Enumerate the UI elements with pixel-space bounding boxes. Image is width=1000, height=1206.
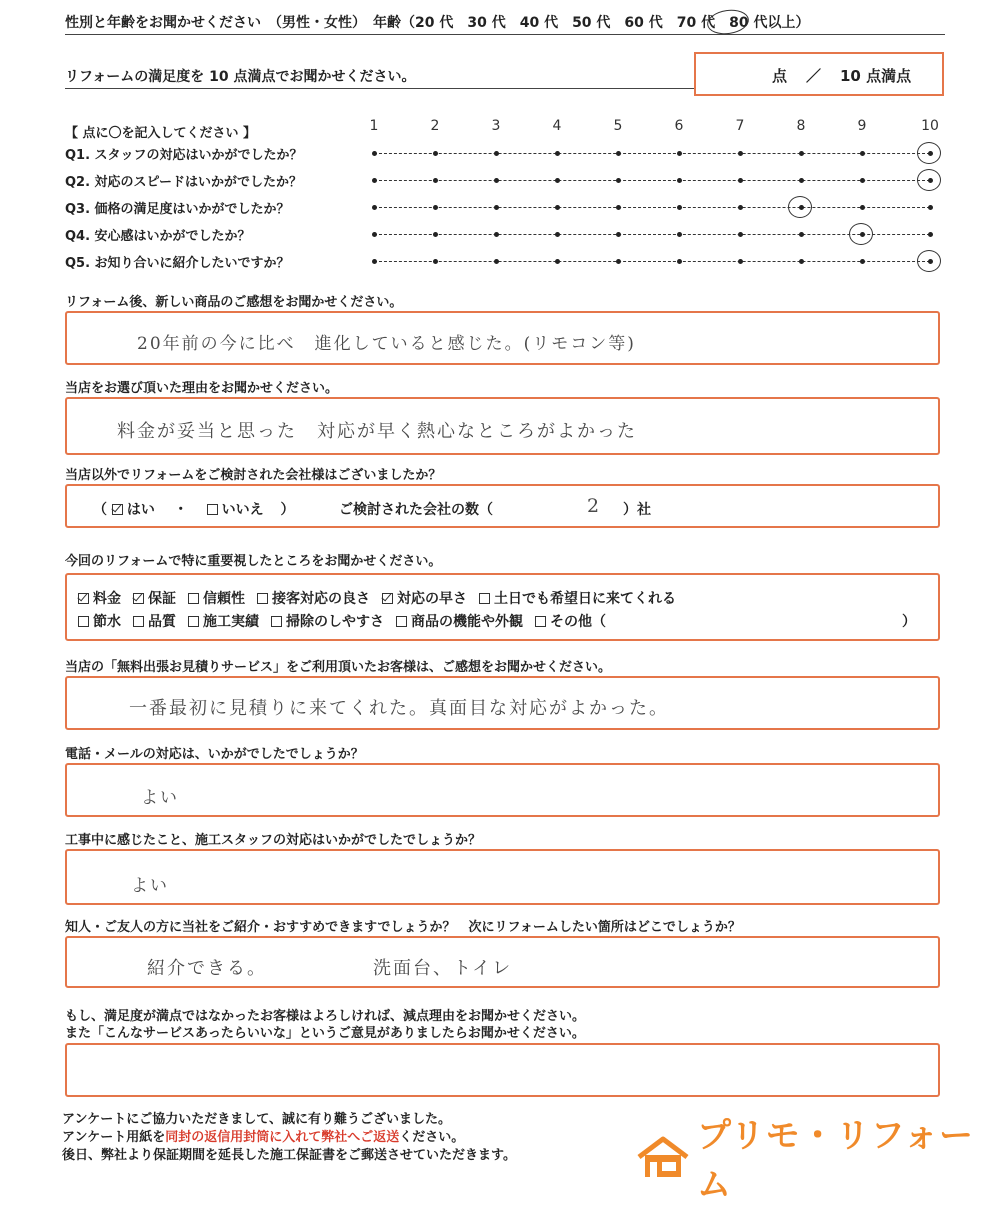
rating-point[interactable] bbox=[494, 151, 499, 156]
rating-point[interactable] bbox=[738, 232, 743, 237]
rating-point[interactable] bbox=[677, 151, 682, 156]
priority-option[interactable] bbox=[133, 588, 176, 608]
priority-option-label: その他（ bbox=[550, 614, 606, 630]
priority-option-label: 品質 bbox=[148, 614, 176, 630]
reason-answer-box[interactable] bbox=[65, 397, 940, 455]
phone-mail-answer: よい bbox=[141, 788, 179, 808]
close-paren: ） bbox=[280, 502, 295, 518]
construction-answer: よい bbox=[131, 876, 169, 896]
checkbox[interactable] bbox=[78, 593, 89, 604]
priority-option-label: 施工実績 bbox=[203, 614, 259, 630]
yes-checkbox[interactable] bbox=[112, 504, 123, 515]
satisfaction-prompt: リフォームの満足度を 10 点満点でお聞かせください。 bbox=[65, 69, 416, 85]
reason-answer: 料金が妥当と思った 対応が早く熱心なところがよかった bbox=[117, 421, 637, 442]
footer-line2-post: ください。 bbox=[399, 1130, 465, 1145]
rating-point[interactable] bbox=[738, 259, 743, 264]
priority-option-label: 商品の機能や外観 bbox=[411, 614, 523, 630]
priority-option-label: 対応の早さ bbox=[397, 591, 467, 607]
priority-option[interactable] bbox=[257, 588, 370, 608]
divider bbox=[65, 88, 695, 89]
rating-point[interactable] bbox=[799, 232, 804, 237]
score-separator: ／ bbox=[806, 67, 822, 85]
no-label: いいえ bbox=[221, 502, 264, 518]
rating-point[interactable] bbox=[928, 205, 933, 210]
rating-point[interactable] bbox=[677, 205, 682, 210]
priorities-label: 今回のリフォームで特に重要視したところをお聞かせください。 bbox=[65, 554, 442, 569]
question-label-2: Q2. 対応のスピードはいかがでしたか？ bbox=[65, 175, 303, 190]
rating-scale-line bbox=[374, 207, 930, 208]
rating-point[interactable] bbox=[555, 178, 560, 183]
recommend-answer-2: 洗面台、トイレ bbox=[373, 958, 513, 979]
rating-point[interactable] bbox=[860, 151, 865, 156]
scale-number-2: 2 bbox=[430, 118, 440, 134]
rating-scale-line bbox=[374, 153, 930, 154]
rating-selection-circle bbox=[917, 250, 941, 272]
company-logo bbox=[635, 1108, 1000, 1206]
question-label-4: Q4. 安心感はいかがでしたか？ bbox=[65, 229, 251, 244]
rating-point[interactable] bbox=[860, 259, 865, 264]
estimate-service-label: 当店の「無料出張お見積りサービス」をご利用頂いたお客様は、ご感想をお聞かせください。 bbox=[65, 660, 612, 675]
rating-point[interactable] bbox=[494, 178, 499, 183]
footer-thanks: アンケートにご協力いただきまして、誠に有り難うございました。 bbox=[62, 1112, 451, 1127]
rating-point[interactable] bbox=[860, 205, 865, 210]
rating-point[interactable] bbox=[372, 205, 377, 210]
rating-point[interactable] bbox=[433, 151, 438, 156]
rating-selection-circle bbox=[917, 169, 941, 191]
scale-number-5: 5 bbox=[613, 118, 623, 134]
rating-point[interactable] bbox=[860, 178, 865, 183]
rating-point[interactable] bbox=[616, 232, 621, 237]
reason-label: 当店をお選び頂いた理由をお聞かせください。 bbox=[65, 381, 339, 396]
scale-number-4: 4 bbox=[552, 118, 562, 134]
rating-point[interactable] bbox=[799, 178, 804, 183]
score-unit: 点 bbox=[772, 67, 788, 85]
divider bbox=[65, 34, 945, 35]
priority-option[interactable] bbox=[479, 588, 676, 608]
priority-option[interactable] bbox=[133, 611, 176, 631]
checkbox[interactable] bbox=[188, 593, 199, 604]
checkbox[interactable] bbox=[257, 593, 268, 604]
rating-point[interactable] bbox=[616, 151, 621, 156]
rating-point[interactable] bbox=[555, 232, 560, 237]
recommend-box[interactable] bbox=[65, 936, 940, 988]
impressions-label: リフォーム後、新しい商品のご感想をお聞かせください。 bbox=[65, 295, 403, 310]
recommend-answer-1: 紹介できる。 bbox=[147, 958, 267, 979]
checkbox[interactable] bbox=[396, 616, 407, 627]
priority-option-label: 節水 bbox=[93, 614, 121, 630]
checkbox[interactable] bbox=[382, 593, 393, 604]
scale-number-3: 3 bbox=[491, 118, 501, 134]
rating-point[interactable] bbox=[799, 259, 804, 264]
company-count-suffix: ）社 bbox=[623, 502, 651, 518]
open-paren: （ bbox=[93, 502, 107, 518]
rating-point[interactable] bbox=[677, 259, 682, 264]
footer-line2-emphasis: 同封の返信用封筒に入れて弊社へご返送 bbox=[165, 1130, 400, 1145]
rating-point[interactable] bbox=[616, 178, 621, 183]
priority-option-label: 掃除のしやすさ bbox=[286, 614, 384, 630]
priority-option[interactable] bbox=[188, 588, 245, 608]
other-companies-box[interactable] bbox=[65, 484, 940, 528]
priority-option-label: 保証 bbox=[148, 591, 176, 607]
scale-number-1: 1 bbox=[369, 118, 379, 134]
rating-point[interactable] bbox=[738, 205, 743, 210]
rating-point[interactable] bbox=[555, 151, 560, 156]
other-close-paren: ） bbox=[902, 614, 916, 630]
impressions-answer: 20年前の今に比べ 進化していると感じた。(リモコン等) bbox=[137, 334, 636, 354]
scale-number-10: 10 bbox=[921, 118, 939, 134]
rating-scale-line bbox=[374, 234, 930, 235]
rating-selection-circle bbox=[788, 196, 812, 218]
priority-option[interactable] bbox=[78, 611, 121, 631]
score-max: 10 点満点 bbox=[840, 67, 912, 85]
scale-number-8: 8 bbox=[796, 118, 806, 134]
rating-point[interactable] bbox=[799, 151, 804, 156]
separator-dot: ・ bbox=[173, 502, 188, 518]
checkbox[interactable] bbox=[271, 616, 282, 627]
priority-option-label: 信頼性 bbox=[203, 591, 245, 607]
yes-label: はい bbox=[126, 502, 155, 518]
rating-point[interactable] bbox=[433, 205, 438, 210]
priorities-row-1 bbox=[78, 588, 688, 608]
checkbox[interactable] bbox=[133, 616, 144, 627]
rating-point[interactable] bbox=[372, 178, 377, 183]
rating-point[interactable] bbox=[738, 151, 743, 156]
checkbox[interactable] bbox=[78, 616, 89, 627]
company-count-label: ご検討された会社の数（ bbox=[339, 502, 493, 518]
phone-mail-box[interactable] bbox=[65, 763, 940, 817]
phone-mail-label: 電話・メールの対応は、いかがでしたでしょうか？ bbox=[65, 747, 364, 762]
rating-point[interactable] bbox=[494, 259, 499, 264]
rating-scale-line bbox=[374, 180, 930, 181]
rating-point[interactable] bbox=[372, 259, 377, 264]
construction-box[interactable] bbox=[65, 849, 940, 905]
priority-option[interactable] bbox=[535, 611, 606, 631]
rating-point[interactable] bbox=[677, 232, 682, 237]
house-icon bbox=[635, 1135, 691, 1179]
rating-point[interactable] bbox=[433, 259, 438, 264]
rating-point[interactable] bbox=[555, 259, 560, 264]
rating-point[interactable] bbox=[928, 232, 933, 237]
rating-scale-line bbox=[374, 261, 930, 262]
question-label-1: Q1. スタッフの対応はいかがでしたか？ bbox=[65, 148, 303, 163]
scale-number-9: 9 bbox=[857, 118, 867, 134]
deduction-label-1: もし、満足度が満点ではなかったお客様はよろしければ、減点理由をお聞かせください。 bbox=[65, 1009, 586, 1024]
other-companies-row bbox=[93, 499, 295, 519]
rating-point[interactable] bbox=[433, 178, 438, 183]
footer-warranty-note: 後日、弊社より保証期間を延長した施工保証書をご郵送させていただきます。 bbox=[62, 1148, 516, 1163]
question-label-5: Q5. お知り合いに紹介したいですか？ bbox=[65, 256, 290, 271]
rating-selection-circle bbox=[917, 142, 941, 164]
priority-option[interactable] bbox=[396, 611, 523, 631]
scale-number-6: 6 bbox=[674, 118, 684, 134]
priority-option-label: 土日でも希望日に来てくれる bbox=[494, 591, 676, 607]
rating-point[interactable] bbox=[372, 232, 377, 237]
deduction-label-2: また「こんなサービスあったらいいな」というご意見がありましたらお聞かせください。 bbox=[65, 1026, 585, 1041]
impressions-answer-box[interactable] bbox=[65, 311, 940, 365]
checkbox[interactable] bbox=[535, 616, 546, 627]
survey-instruction: 【 点に〇を記入してください 】 bbox=[65, 126, 257, 141]
company-count-value: 2 bbox=[587, 495, 602, 517]
rating-point[interactable] bbox=[616, 205, 621, 210]
rating-point[interactable] bbox=[372, 151, 377, 156]
rating-point[interactable] bbox=[494, 205, 499, 210]
question-label-3: Q3. 価格の満足度はいかがでしたか？ bbox=[65, 202, 290, 217]
scale-number-7: 7 bbox=[735, 118, 745, 134]
estimate-service-box[interactable] bbox=[65, 676, 940, 730]
priority-option[interactable] bbox=[188, 611, 259, 631]
footer-line2-pre: アンケート用紙を bbox=[62, 1130, 166, 1145]
rating-selection-circle bbox=[849, 223, 873, 245]
checkbox[interactable] bbox=[479, 593, 490, 604]
rating-point[interactable] bbox=[616, 259, 621, 264]
priorities-row-2 bbox=[78, 611, 618, 631]
checkbox[interactable] bbox=[188, 616, 199, 627]
rating-point[interactable] bbox=[433, 232, 438, 237]
priority-option[interactable] bbox=[78, 588, 121, 608]
score-box[interactable] bbox=[694, 52, 944, 96]
deduction-box[interactable] bbox=[65, 1043, 940, 1097]
checkbox[interactable] bbox=[133, 593, 144, 604]
construction-label: 工事中に感じたこと、施工スタッフの対応はいかがでしたでしょうか？ bbox=[65, 833, 482, 848]
footer-return-instruction bbox=[62, 1126, 464, 1145]
gender-age-question: 性別と年齢をお聞かせください （男性・女性） 年齢（20 代 30 代 40 代 50 代 60 代 70 代 80 代以上） bbox=[65, 15, 810, 31]
priority-option-label: 料金 bbox=[93, 591, 121, 607]
rating-point[interactable] bbox=[555, 205, 560, 210]
estimate-service-answer: 一番最初に見積りに来てくれた。真面目な対応がよかった。 bbox=[129, 698, 669, 719]
no-checkbox[interactable] bbox=[207, 504, 218, 515]
logo-text: プリモ・リフォーム bbox=[697, 1116, 974, 1205]
priority-option[interactable] bbox=[271, 611, 384, 631]
other-companies-label: 当店以外でリフォームをご検討された会社様はございましたか？ bbox=[65, 468, 442, 483]
rating-point[interactable] bbox=[494, 232, 499, 237]
rating-point[interactable] bbox=[677, 178, 682, 183]
priority-option[interactable] bbox=[382, 588, 467, 608]
priority-option-label: 接客対応の良さ bbox=[272, 591, 370, 607]
rating-point[interactable] bbox=[738, 178, 743, 183]
recommend-label: 知人・ご友人の方に当社をご紹介・おすすめできますでしょうか？ 次にリフォームしたい箇所はどこでしょうか？ bbox=[65, 920, 741, 935]
